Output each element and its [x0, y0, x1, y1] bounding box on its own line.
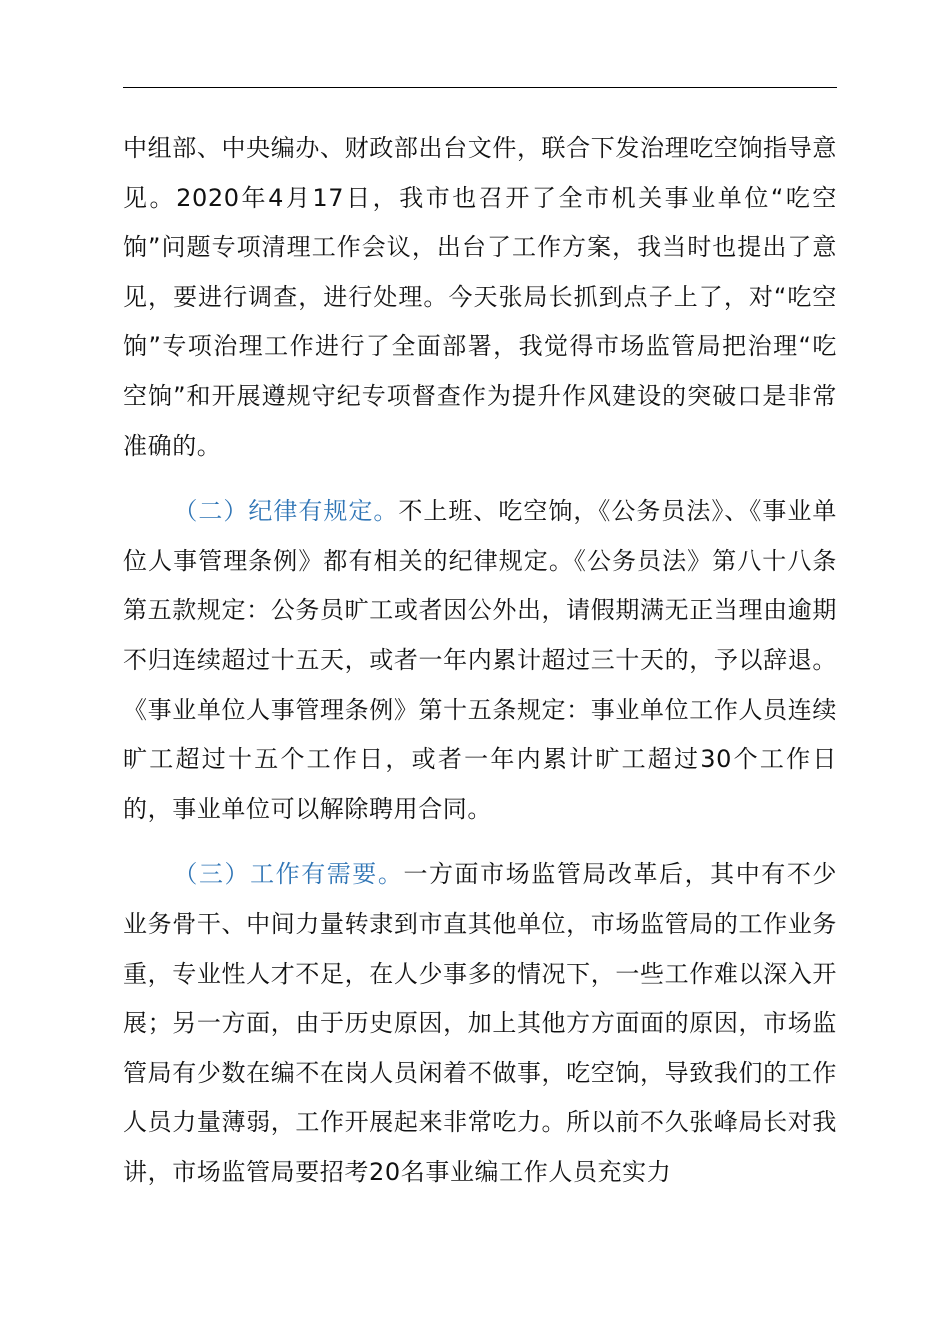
section-heading-work-needs: （三）工作有需要。: [173, 860, 404, 889]
paragraph-continuation: [123, 124, 837, 471]
section-heading-discipline: （二）纪律有规定。: [173, 497, 399, 526]
paragraph-work-needs: [123, 850, 837, 1197]
paragraph-discipline: [123, 487, 837, 834]
header-rule: [123, 87, 837, 88]
document-body: [123, 124, 837, 1197]
paragraph-text: 一方面市场监管局改革后，其中有不少业务骨干、中间力量转隶到市直其他单位，市场监管局的工作业务重，专业性人才不足，在人少事多的情况下，一些工作难以深入开展；另一方面，由于历史原因，加上其他方方面面的原因，市场监管局有少数在编不在岗人员闲着不做事，吃空饷，导致我们的工作人员力量薄弱，工作开展起来非常吃力。所以前不久张峰局长对我讲，市场监管局要招考20名事业编工作人员充实力: [123, 860, 837, 1186]
paragraph-text: 中组部、中央编办、财政部出台文件，联合下发治理吃空饷指导意见。2020年4月17日，我市也召开了全市机关事业单位“吃空饷”问题专项清理工作会议，出台了工作方案，我当时也提出了意见，要进行调查，进行处理。今天张局长抓到点子上了，对“吃空饷”专项治理工作进行了全面部署，我觉得市场监管局把治理“吃空饷”和开展遵规守纪专项督查作为提升作风建设的突破口是非常准确的。: [123, 134, 837, 460]
paragraph-text: 不上班、吃空饷，《公务员法》、《事业单位人事管理条例》都有相关的纪律规定。《公务员法》第八十八条第五款规定：公务员旷工或者因公外出，请假期满无正当理由逾期不归连续超过十五天，或者一年内累计超过三十天的，予以辞退。《事业单位人事管理条例》第十五条规定：事业单位工作人员连续旷工超过十五个工作日，或者一年内累计旷工超过30个工作日的，事业单位可以解除聘用合同。: [123, 497, 837, 823]
